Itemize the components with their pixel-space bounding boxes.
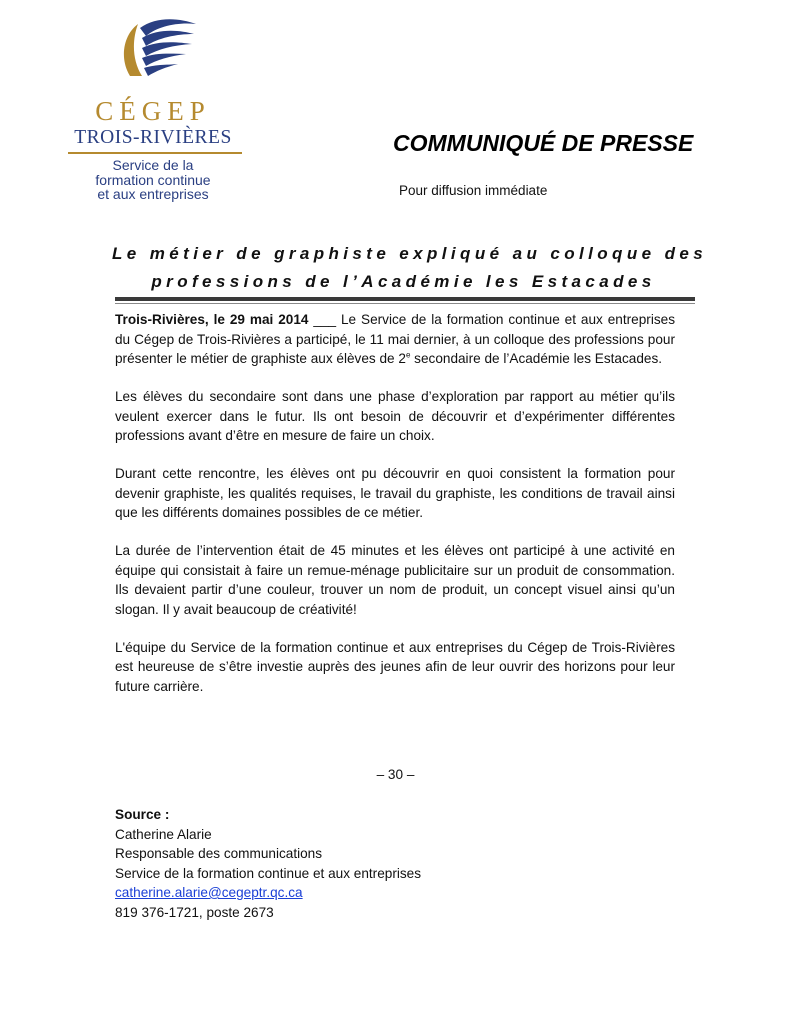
wave-emblem-icon [116,14,200,94]
logo-divider [68,152,242,154]
source-role: Responsable des communications [115,846,323,861]
headline-line-2: professions de l’Académie les Estacades [151,272,656,291]
source-department: Service de la formation continue et aux entreprises [115,865,422,881]
end-marker: – 30 – [376,767,415,782]
article-body [115,310,675,715]
paragraph-4: La durée de l’intervention était de 45 minutes et les élèves ont participé à une activité en équipe qui consistait à faire un remue-ménage publicitaire sur un produit de consommation. Ils devaient partir d’une couleur, trouver un nom de produit, un concept visuel ainsi qu’un slogan. Il y avait beaucoup de créativité! [115,543,675,617]
cegep-logo [62,14,244,204]
paragraph-2: Les élèves du secondaire sont dans une phase d’exploration par rapport au métier qu’ils veulent exercer dans le futur. Ils ont besoin de découvrir et d’expérimenter différentes professions avant d’être en mesure de faire un choix. [115,389,675,443]
paragraph-1 [115,310,675,369]
paragraph-1-text-a: ___ Le Service de la formation continue et aux entreprises du Cégep de Trois-Rivières a participé, le 11 mai dernier, à un colloque des professions pour présenter le métier de graphiste aux élèves de 2 [115,312,675,366]
logo-cegep-text: CÉGEP [95,96,211,126]
headline-line-1: Le métier de graphiste expliqué au colloque des [112,244,708,263]
paragraph-1-text-b: secondaire de l’Académie les Estacades. [410,351,663,366]
diffusion-note: Pour diffusion immédiate [399,183,548,198]
source-label: Source : [115,807,170,822]
headline-rule-thick [115,297,695,301]
source-name: Catherine Alarie [115,826,212,842]
logo-service-line: Service de la [112,157,194,173]
source-phone: 819 376-1721, poste 2673 [115,904,274,920]
paragraph-5: L'équipe du Service de la formation continue et aux entreprises du Cégep de Trois-Rivières est heureuse de s’être investie auprès des jeunes afin de leur ouvrir des horizons pour leur future carrière. [115,639,675,694]
ordinal-superscript: e [405,350,411,360]
source-block [115,805,421,922]
press-release-title: COMMUNIQUÉ DE PRESSE [393,130,694,156]
logo-service-line: formation continue [95,171,211,188]
source-email-link[interactable]: catherine.alarie@cegeptr.qc.ca [115,885,303,900]
headline-rule-thin [115,303,695,304]
headline [112,240,708,296]
dateline: Trois-Rivières, le 29 mai 2014 [115,312,309,327]
logo-service-line: et aux entreprises [97,186,209,202]
logo-city-text: TROIS-RIVIÈRES [74,127,232,148]
paragraph-3: Durant cette rencontre, les élèves ont pu découvrir en quoi consistent la formation pour devenir graphiste, les qualités requises, le travail du graphiste, les conditions de travail ainsi que les différents domaines possibles de ce métier. [115,466,675,520]
logo-service-text [62,158,244,202]
